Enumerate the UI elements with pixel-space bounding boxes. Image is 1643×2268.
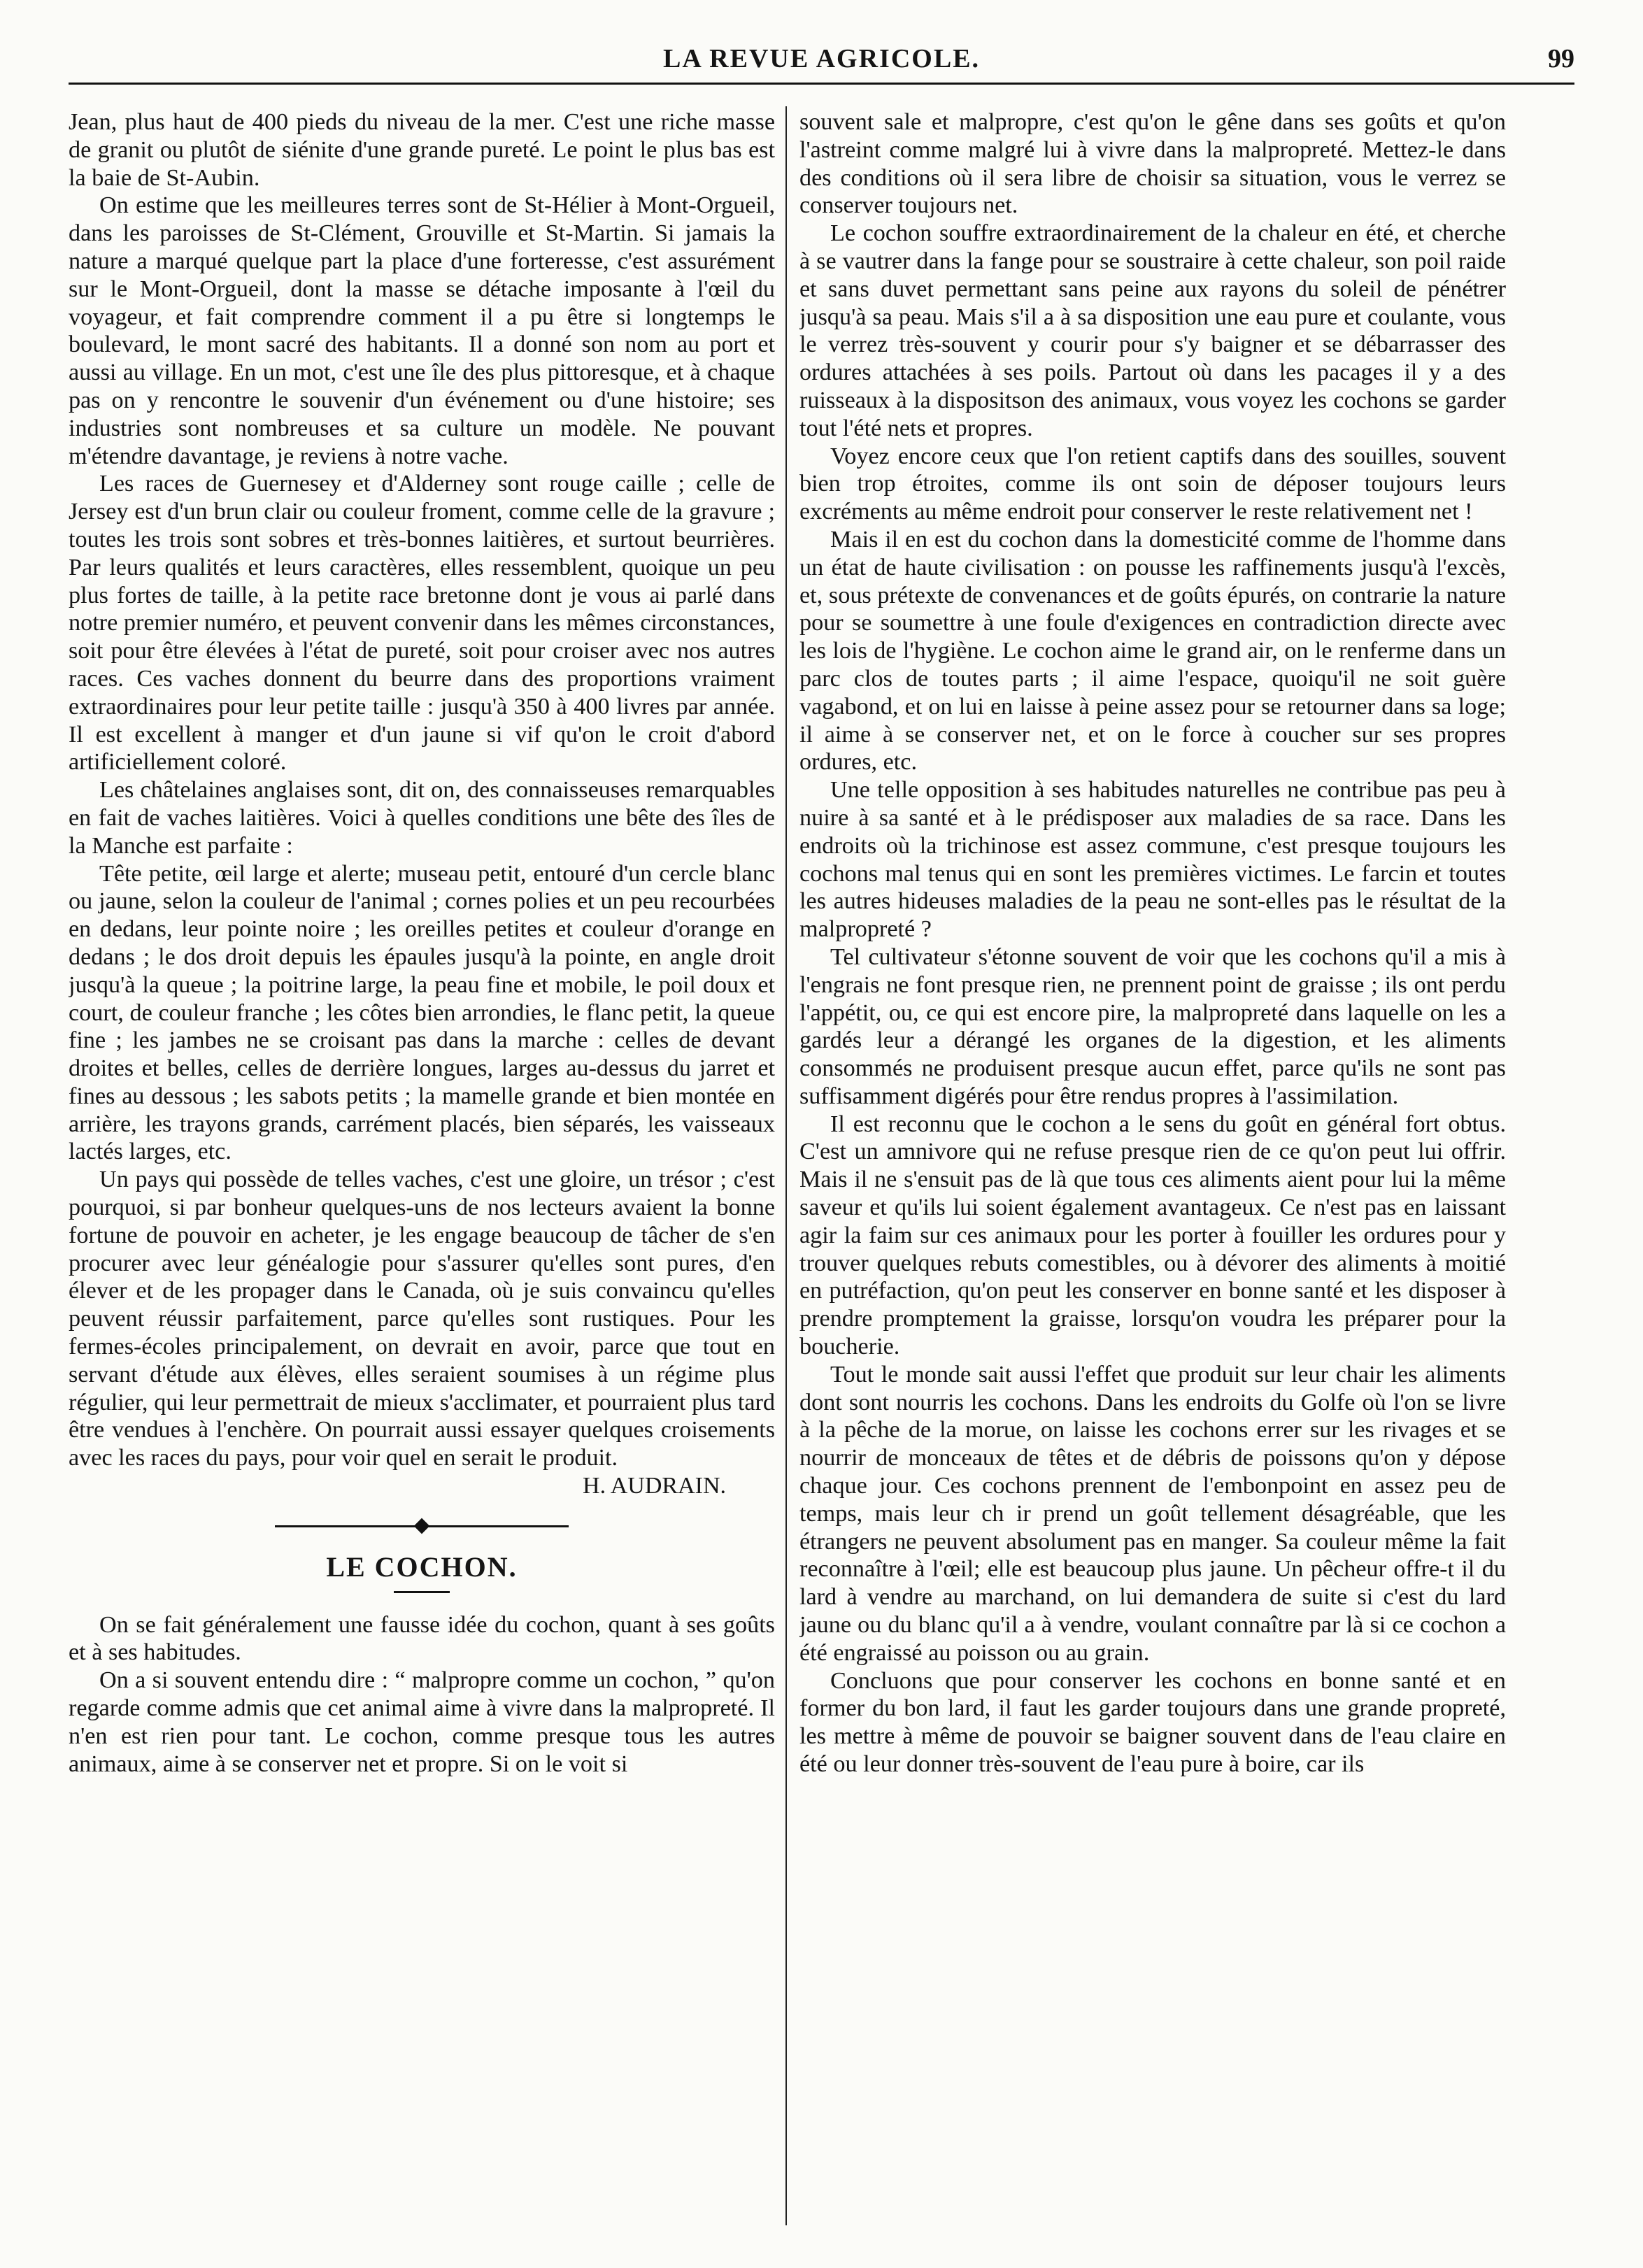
paragraph: Tel cultivateur s'étonne souvent de voir que les cochons qu'il a mis à l'engrais ne font presque rien, ne prennent point de graisse ; ils ont perdu l'appétit, ou, ce qui est encore pire, la malpropreté dans laquelle on les a gardés leur a dérangé les organes de la digestion, et les aliments consommés ne produisent presque aucun effet, parce qu'ils ne sont pas suffisamment digérés pour être rendus propres à l'assimilation. (799, 943, 1506, 1109)
paragraph: Une telle opposition à ses habitudes naturelles ne contribue pas peu à nuire à sa santé et à le prédisposer aux maladies de sa race. Dans les endroits où la trichinose est assez commune, c'est presque toujours les cochons mal tenus qui en sont les premières victimes. Le farcin et toutes les autres hideuses maladies de la peau ne sont-elles pas le résultat de la malpropreté ? (799, 777, 1506, 943)
paragraph: Il est reconnu que le cochon a le sens du goût en général fort obtus. C'est un amnivore qui ne refuse presque rien de ce qu'on peut lui offrir. Mais il ne s'ensuit pas de là que tous ces aliments aient pour lui la même saveur et qu'ils lui soient également avantageux. Ce n'est pas en laissant agir la faim sur ces animaux pour les porter à fouiller les ordures pour y trouver quelques rebuts comestibles, ou à dévorer des aliments à moitié en putréfaction, qu'on peut les conserver en bonne santé et les disposer à prendre promptement la graisse, lorsqu'on voudra les préparer pour la boucherie. (799, 1111, 1506, 1360)
page-number: 99 (1548, 44, 1574, 73)
ornamental-divider (275, 1515, 569, 1536)
paragraph: Tout le monde sait aussi l'effet que produit sur leur chair les aliments dont sont nourris les cochons. Dans les endroits du Golfe où l'on se livre à la pêche de la morue, on laisse les cochons errer sur les rivages et se nourrir de monceaux de têtes et de débris de poissons qu'on y dépose chaque jour. Ces cochons prennent de l'embonpoint en assez peu de temps, mais leur ch ir prend un goût tellement désagréable, que les étrangers ne peuvent absolument pas en manger. Sa couleur même la fait reconnaître à l'œil; elle est beaucoup plus jaune. Un pêcheur offre-t il du lard à vendre au marchand, on lui demandera de suite si c'est du lard jaune ou du blanc qu'il a à vendre, voulant connaître par là si ce cochon a été engraissé au poisson ou au grain. (799, 1361, 1506, 1666)
paragraph: On estime que les meilleures terres sont de St-Hélier à Mont-Orgueil, dans les paroisses de St-Clément, Grouville et St-Martin. Si jamais la nature a marqué quelque part la place d'une forteresse, c'est assurément sur le Mont-Orgueil, dont la masse se détache imposante à l'œil du voyageur, et fait comprendre comment il a pu être si longtemps le boulevard, le mont sacré des habitants. Il a donné son nom au port et aussi au village. En un mot, c'est une île des plus pittoresque, et à chaque pas on y rencontre le souvenir d'un événement ou d'une histoire; ses industries sont nombreuses et sa culture un modèle. Ne pouvant m'étendre davantage, je reviens à notre vache. (69, 192, 775, 469)
section-title: LE COCHON. (326, 1550, 518, 1583)
right-column (799, 108, 1506, 2227)
title-underline (394, 1591, 450, 1593)
paragraph: On se fait généralement une fausse idée du cochon, quant à ses goûts et à ses habitudes. (69, 1611, 775, 1666)
paragraph: Concluons que pour conserver les cochons en bonne santé et en former du bon lard, il faut les garder toujours dans une grande propreté, les mettre à même de pouvoir se baigner souvent dans de l'eau claire en été ou leur donner très-souvent de l'eau pure à boire, car ils (799, 1667, 1506, 1778)
paragraph: Le cochon souffre extraordinairement de la chaleur en été, et cherche à se vautrer dans la fange pour se soustraire à cette chaleur, son poil raide et sans duvet permettant sans peine aux rayons du soleil de pénétrer jusqu'à sa peau. Mais s'il a à sa disposition une eau pure et coulante, vous le verrez très-souvent y courir pour s'y baigner et se débarrasser des ordures attachées à ses poils. Partout où dans les pacages il y a des ruisseaux à la dispositson des animaux, vous voyez les cochons se garder tout l'été nets et propres. (799, 220, 1506, 441)
paragraph: Les châtelaines anglaises sont, dit on, des connaisseuses remarquables en fait de vaches laitières. Voici à quelles conditions une bête des îles de la Manche est parfaite : (69, 777, 775, 859)
paragraph: souvent sale et malpropre, c'est qu'on le gêne dans ses goûts et qu'on l'astreint comme malgré lui à vivre dans la malpropreté. Mettez-le dans des conditions où il sera libre de choisir sa situation, vous le verrez se conserver toujours net. (799, 109, 1506, 219)
author-signature: H. AUDRAIN. (583, 1473, 726, 1499)
page-header (69, 41, 1574, 85)
paragraph: Tête petite, œil large et alerte; museau petit, entouré d'un cercle blanc ou jaune, selon la couleur de l'animal ; cornes polies et un peu recourbées en dedans, leur pointe noire ; les oreilles petites et couleur d'orange en dedans ; le dos droit depuis les épaules jusqu'à la pointe, en angle droit jusqu'à la queue ; la poitrine large, la peau fine et mobile, le poil doux et court, de couleur franche ; les côtes bien arrondies, le flanc petit, la queue fine ; les jambes ne se croisant pas dans la marche : celles de devant droites et belles, celles de derrière longues, larges au-dessus du jarret et fines au dessous ; les sabots petits ; la mamelle grande et bien montée en arrière, les trayons grands, carrément placés, bien séparés, les vaisseaux lactés larges, etc. (69, 860, 775, 1165)
paragraph: Les races de Guernesey et d'Alderney sont rouge caille ; celle de Jersey est d'un brun clair ou couleur froment, comme celle de la gravure ; toutes les trois sont sobres et très-bonnes laitières, et surtout beurrières. Par leurs qualités et leurs caractères, elles ressemblent, quoique un peu plus fortes de taille, à la petite race bretonne dont je vous ai parlé dans notre premier numéro, et peuvent convenir dans les mêmes circonstances, soit pour être élevées à l'état de pureté, soit pour croiser avec nos autres races. Ces vaches donnent du beurre dans des proportions vraiment extraordinaires pour leur petite taille : jusqu'à 350 à 400 livres par année. Il est excellent à manger et d'un jaune si vif qu'on le croit d'abord artificiellement coloré. (69, 471, 775, 776)
paragraph: Jean, plus haut de 400 pieds du niveau de la mer. C'est une riche masse de granit ou plutôt de siénite d'une grande pureté. Le point le plus bas est la baie de St-Aubin. (69, 109, 775, 191)
paragraph: Mais il en est du cochon dans la domesticité comme de l'homme dans un état de haute civilisation : on pousse les raffinements jusqu'à l'excès, et, sous prétexte de convenances et de goûts épurés, on contrarie la nature pour se soumettre à une foule d'exigences en contradiction directe avec les lois de l'hygiène. Le cochon aime le grand air, on le renferme dans un parc clos de toutes parts ; il aime l'espace, quoiqu'il ne soit guère vagabond, et on lui en laisse à peine assez pour se retourner dans sa loge; il aime à se conserver net, et on le force à coucher sur ses propres ordures, etc. (799, 526, 1506, 776)
running-title: LA REVUE AGRICOLE. (662, 44, 981, 73)
paragraph: Un pays qui possède de telles vaches, c'est une gloire, un trésor ; c'est pourquoi, si par bonheur quelques-uns de nos lecteurs avaient la bonne fortune de pouvoir en acheter, je les engage beaucoup de tâcher de s'en procurer avec leur généalogie pour s'assurer qu'elles sont pures, d'en élever et de les propager dans le Canada, où je suis convaincu qu'elles peuvent réussir parfaitement, parce qu'elles sont rustiques. Pour les fermes-écoles principalement, on devrait en avoir, parce que tout en servant d'étude aux élèves, elles seraient soumises à un régime plus régulier, qui leur permettrait de mieux s'acclimater, et pourraient plus tard être vendues à l'enchère. On pourrait aussi essayer quelques croisements avec les races du pays, pour voir quel en serait le produit. (69, 1167, 775, 1471)
column-divider (785, 106, 787, 2225)
paragraph: On a si souvent entendu dire : “ malpropre comme un cochon, ” qu'on regarde comme admis que cet animal aime à vivre dans la malpropreté. Il n'en est rien pour tant. Le cochon, comme presque tous les autres animaux, aime à se conserver net et propre. Si on le voit si (69, 1667, 775, 1777)
paragraph: Voyez encore ceux que l'on retient captifs dans des souilles, souvent bien trop étroites, comme ils ont soin de déposer toujours leurs excréments au même endroit pour conserver le reste relativement net ! (799, 443, 1506, 525)
left-column (69, 108, 775, 2227)
